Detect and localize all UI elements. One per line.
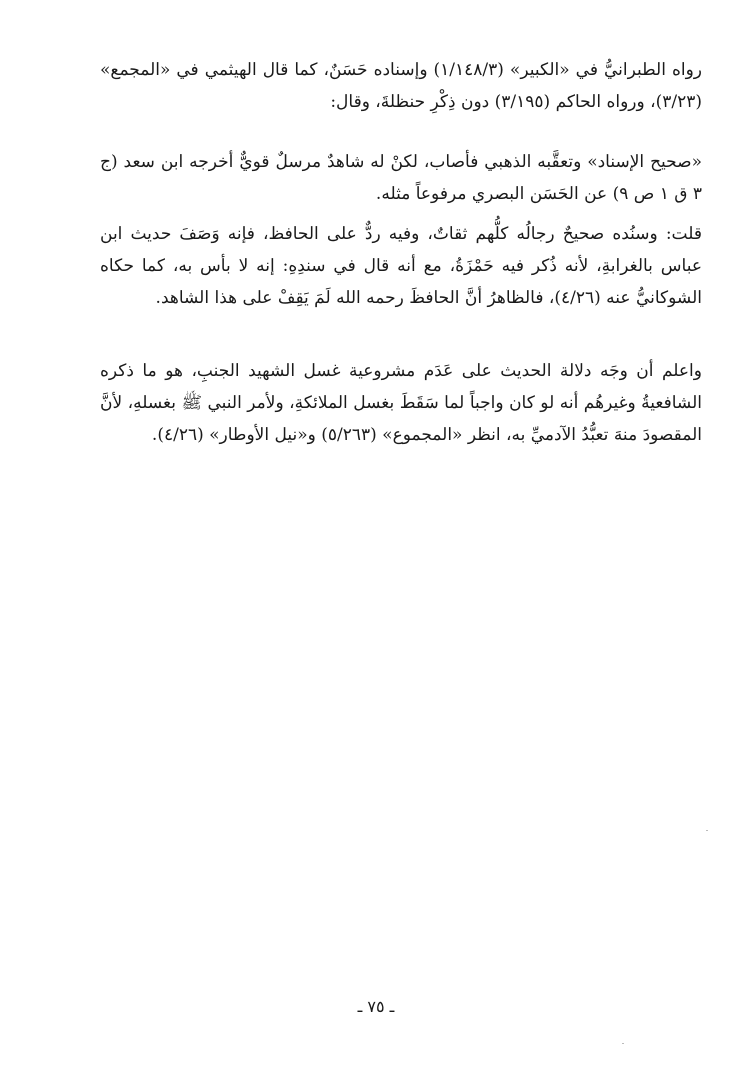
paragraph-1 — [100, 54, 702, 118]
page-number: ـ ٧٥ ـ — [357, 997, 395, 1016]
paragraph-4 — [100, 355, 702, 451]
paragraph-2 — [100, 146, 702, 210]
paragraph-3-text: قلت: وسنُده صحيحٌ رجالُه كلُّهم ثقاتٌ، وفيه ردٌّ على الحافظ، فإنه وَصَفَ حديث ابن عباس بالغرابةِ، لأنه ذُكر فيه حَمْزَةُ، مع أنه قال في سندِهِ: إنه لا بأس به، كما حكاه الشوكانيُّ عنه (٤/٢٦)، فالظاهرُ أنَّ الحافظَ رحمه الله لَمَ يَقِفْ على هذا الشاهد. — [100, 224, 702, 308]
paragraph-4-text: واعلم أن وجَه دلالة الحديث على عَدَم مشروعية غسل الشهيد الجنبِ، هو ما ذكره الشافعيةُ وغيرهُم أنه لو كان واجباً لما سَقَطَ بغسل الملائكةِ، ولأمر النبي ﷺ بغسلهِ، لأنَّ المقصودَ منهَ تعبُّدُ الآدميِّ به، انظر «المجموع» (٥/٢٦٣) و«نيل الأوطار» (٤/٢٦). — [100, 361, 702, 445]
paragraph-2-text: «صحيح الإسناد» وتعقَّبه الذهبي فأصاب، لكنْ له شاهدٌ مرسلٌ قويٌّ أخرجه ابن سعد (ج ٣ ق ١ ص ٩) عن الحَسَن البصري مرفوعاً مثله. — [100, 152, 702, 204]
paragraph-3 — [100, 218, 702, 314]
scan-speck — [706, 830, 708, 831]
scan-speck — [622, 1043, 624, 1044]
paragraph-1-text: رواه الطبرانيُّ في «الكبير» (١/١٤٨/٣) وإسناده حَسَنٌ، كما قال الهيثمي في «المجمع» (٣/٢٣)، ورواه الحاكم (٣/١٩٥) دون ذِكْرِ حنظلةَ، وقال: — [100, 60, 702, 112]
